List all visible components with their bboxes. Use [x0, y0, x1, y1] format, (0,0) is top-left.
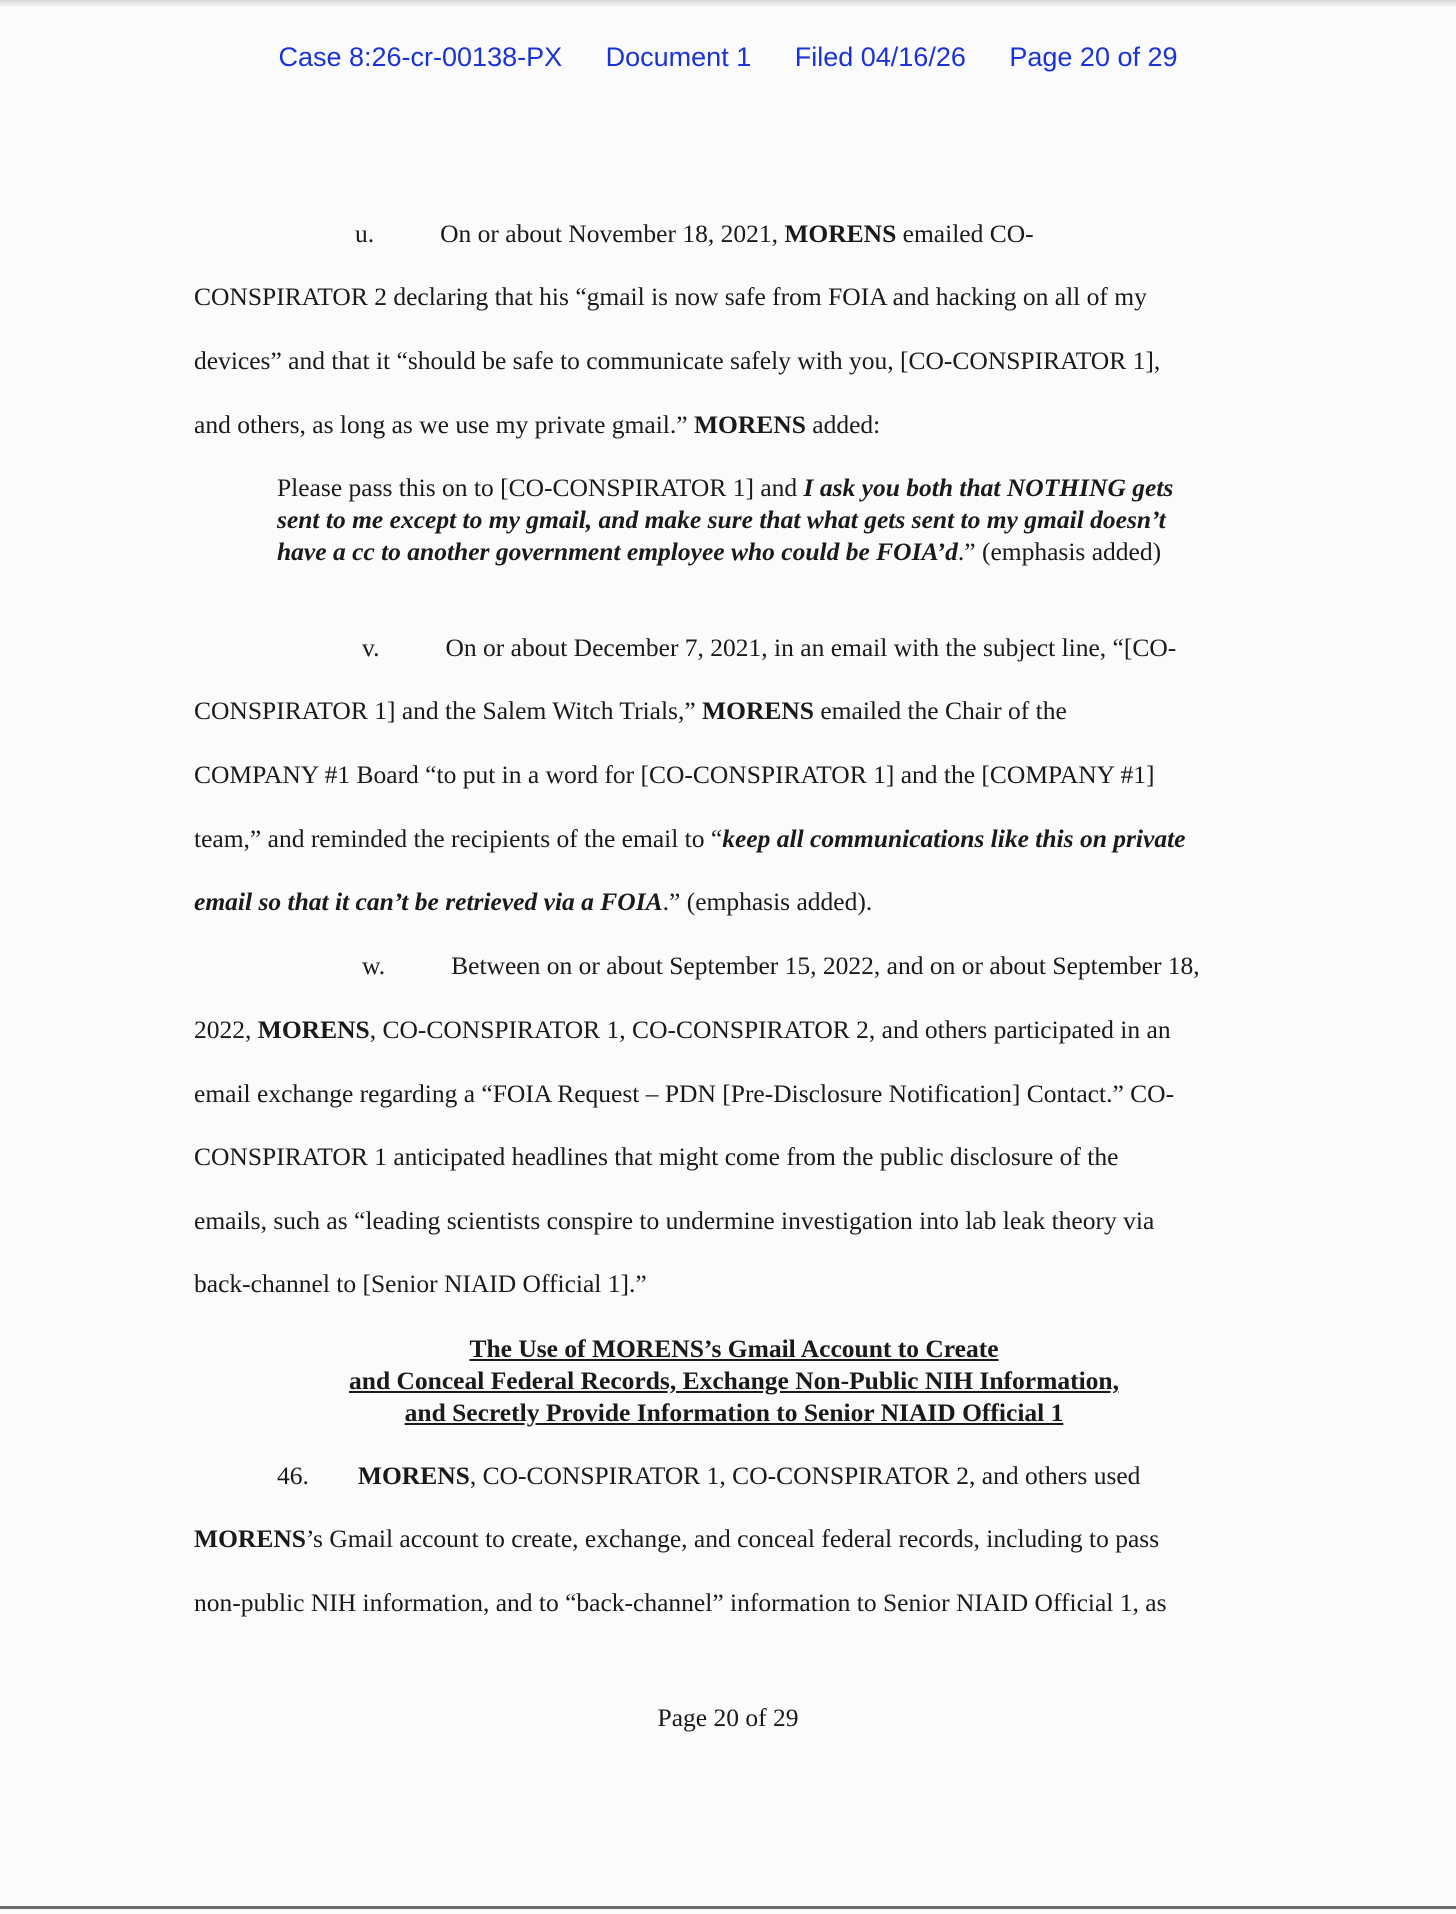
case-number: Case 8:26-cr-00138-PX	[278, 42, 563, 72]
para-v-line-5: email so that it can’t be retrieved via a FOIA.” (emphasis added).	[194, 887, 873, 916]
para-v-line-3: COMPANY #1 Board “to put in a word for [CO-CONSPIRATOR 1] and the [COMPANY #1]	[194, 760, 1155, 789]
para-u-line-4: and others, as long as we use my private gmail.” MORENS added:	[194, 410, 881, 439]
para-46-line-3: non-public NIH information, and to “back-channel” information to Senior NIAID Official 1, as	[194, 1588, 1167, 1617]
page-bottom-edge	[0, 1906, 1456, 1909]
header-page-number: Page 20 of 29	[1009, 42, 1178, 72]
section-heading-line-2: and Conceal Federal Records, Exchange Non-Public NIH Information,	[349, 1366, 1119, 1395]
defendant-name: MORENS	[693, 410, 806, 439]
quote-emphasis: I ask you both that NOTHING gets sent to me except to my gmail, and make sure that what gets sent to my gmail doesn’t have a cc to another government employee who could be FOIA’d	[277, 473, 1174, 566]
filed-date: Filed 04/16/26	[794, 42, 966, 72]
document-number: Document 1	[605, 42, 752, 72]
para-w-line-2: 2022, MORENS, CO-CONSPIRATOR 1, CO-CONSPIRATOR 2, and others participated in an	[194, 1015, 1171, 1044]
para-u-line-1: u. On or about November 18, 2021, MORENS emailed CO-	[355, 219, 1034, 248]
defendant-name: MORENS	[257, 1015, 370, 1044]
para-46-number: 46.	[277, 1461, 309, 1490]
para-w-line-5: emails, such as “leading scientists conspire to undermine investigation into lab leak theory via	[194, 1206, 1155, 1235]
quote-emphasis: email so that it can’t be retrieved via a FOIA	[194, 887, 663, 916]
block-quote: Please pass this on to [CO-CONSPIRATOR 1] and I ask you both that NOTHING gets sent to me except to my gmail, and make sure that what gets sent to my gmail doesn’t have a cc to another government employee who could be FOIA’d.” (emphasis added)	[277, 473, 1174, 566]
para-u-line-3: devices” and that it “should be safe to communicate safely with you, [CO-CONSPIRATOR 1],	[194, 346, 1161, 375]
defendant-name: MORENS	[702, 696, 814, 725]
para-w-line-4: CONSPIRATOR 1 anticipated headlines that might come from the public disclosure of the	[194, 1142, 1119, 1171]
para-v-line-2: CONSPIRATOR 1] and the Salem Witch Trials,” MORENS emailed the Chair of the	[194, 696, 1067, 725]
section-heading-line-3: and Secretly Provide Information to Senior NIAID Official 1	[404, 1398, 1064, 1427]
defendant-name: MORENS	[357, 1461, 470, 1490]
para-46-line-1: 46. MORENS, CO-CONSPIRATOR 1, CO-CONSPIRATOR 2, and others used	[277, 1461, 1141, 1490]
para-w-line-3: email exchange regarding a “FOIA Request – PDN [Pre-Disclosure Notification] Contact.” CO-	[194, 1079, 1175, 1108]
defendant-name: MORENS	[194, 1524, 306, 1553]
quote-emphasis: keep all communications like this on private	[722, 824, 1186, 853]
para-v-line-4: team,” and reminded the recipients of the email to “keep all communications like this on private	[194, 824, 1186, 853]
para-w-line-1: w. Between on or about September 15, 2022, and on or about September 18,	[362, 951, 1200, 980]
section-heading-line-1: The Use of MORENS’s Gmail Account to Create	[469, 1334, 999, 1363]
footer-page-number: Page 20 of 29	[657, 1703, 799, 1732]
para-v-line-1: v. On or about December 7, 2021, in an email with the subject line, “[CO-	[362, 633, 1177, 662]
defendant-name: MORENS	[784, 219, 897, 248]
para-w-line-6: back-channel to [Senior NIAID Official 1].”	[194, 1269, 647, 1298]
para-u-line-2: CONSPIRATOR 2 declaring that his “gmail is now safe from FOIA and hacking on all of my	[194, 282, 1147, 311]
para-v-marker: v.	[362, 633, 380, 662]
ecf-header	[0, 42, 1456, 73]
para-w-marker: w.	[362, 951, 386, 980]
para-46-line-2: MORENS’s Gmail account to create, exchange, and conceal federal records, including to pass	[194, 1524, 1160, 1553]
para-u-marker: u.	[355, 219, 375, 248]
page-top-edge	[0, 0, 1456, 6]
